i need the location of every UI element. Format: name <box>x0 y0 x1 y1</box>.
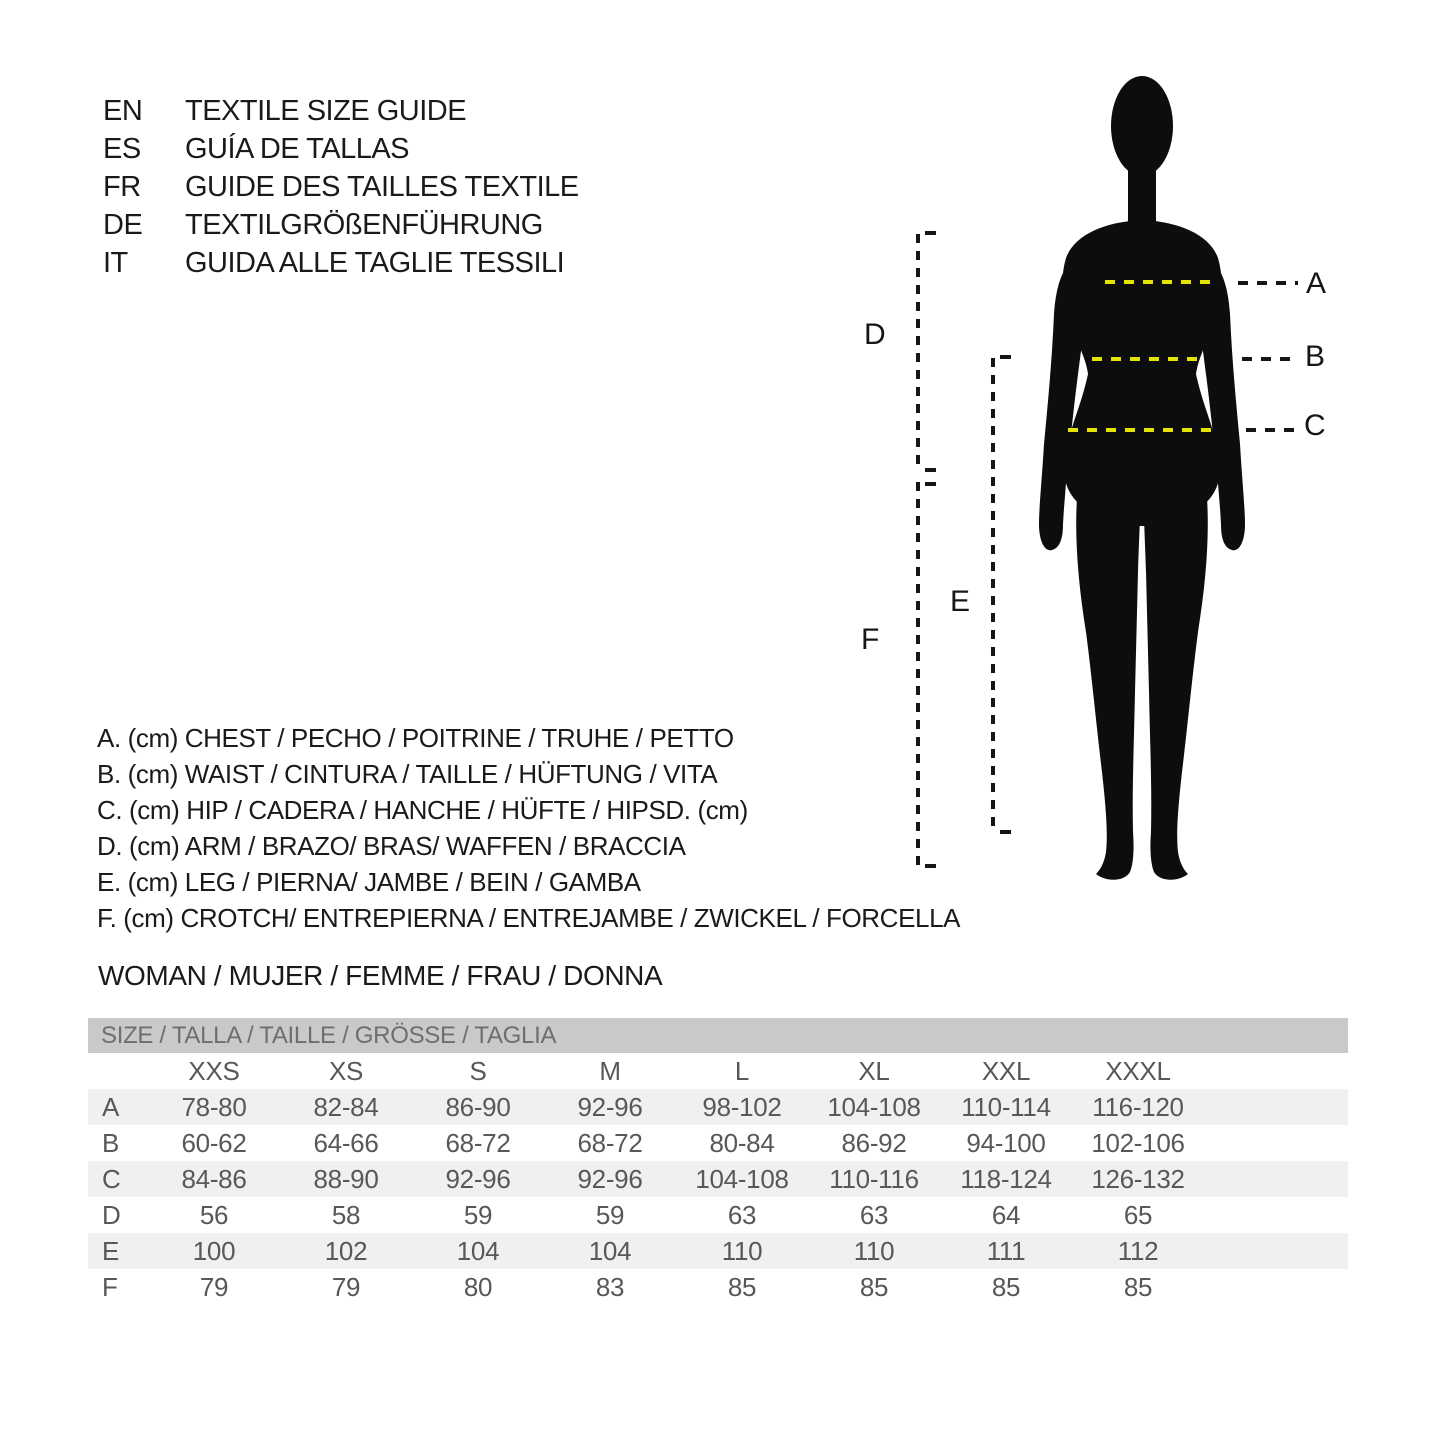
chest-leader-line <box>1238 281 1298 285</box>
arm-measure-line <box>916 234 920 472</box>
guide-title: TEXTILE SIZE GUIDE <box>185 94 467 127</box>
marker-b: B <box>1305 340 1325 373</box>
cell: 65 <box>1123 1199 1153 1230</box>
cell: 102-106 <box>1091 1127 1185 1158</box>
legend-item-hip: C. (cm) HIP / CADERA / HANCHE / HÜFTE / HIPSD. (cm) <box>97 794 748 825</box>
cell: 102 <box>324 1235 368 1266</box>
cell: 104 <box>588 1235 632 1266</box>
cell: 79 <box>331 1271 361 1302</box>
cell: 68-72 <box>577 1127 643 1158</box>
silhouette-right-leg <box>1144 468 1208 880</box>
cell: 86-92 <box>841 1127 907 1158</box>
row-label: B <box>102 1127 120 1158</box>
language-code: EN <box>103 94 143 127</box>
hip-measure-line <box>1068 428 1218 432</box>
woman-silhouette <box>1022 72 1262 882</box>
language-code: DE <box>103 208 143 241</box>
measurement-legend <box>97 720 960 936</box>
table-row-crotch <box>88 1269 1348 1305</box>
size-col-xxl: XXL <box>981 1055 1031 1086</box>
hip-leader-line <box>1246 428 1298 432</box>
cell: 104-108 <box>695 1163 789 1194</box>
cell: 92-96 <box>577 1163 643 1194</box>
cell: 58 <box>331 1199 361 1230</box>
legend-item-arm: D. (cm) ARM / BRAZO/ BRAS/ WAFFEN / BRACCIA <box>97 830 686 861</box>
cell: 112 <box>1117 1235 1159 1266</box>
crotch-line-top-tick <box>925 482 936 486</box>
size-col-s: S <box>469 1055 487 1086</box>
leg-line-top-tick <box>1000 355 1011 359</box>
cell: 80 <box>463 1271 493 1302</box>
legend-item-crotch: F. (cm) CROTCH/ ENTREPIERNA / ENTREJAMBE / ZWICKEL / FORCELLA <box>97 902 961 933</box>
size-header-row <box>88 1053 1348 1089</box>
cell: 85 <box>859 1271 889 1302</box>
cell: 111 <box>986 1235 1026 1266</box>
cell: 92-96 <box>577 1091 643 1122</box>
size-col-xl: XL <box>858 1055 890 1086</box>
cell: 86-90 <box>445 1091 511 1122</box>
cell: 88-90 <box>313 1163 379 1194</box>
cell: 59 <box>463 1199 493 1230</box>
table-row-chest <box>88 1089 1348 1125</box>
size-col-xxxl: XXXL <box>1105 1055 1171 1086</box>
cell: 63 <box>859 1199 889 1230</box>
cell: 80-84 <box>709 1127 775 1158</box>
cell: 64-66 <box>313 1127 379 1158</box>
table-row-hip <box>88 1161 1348 1197</box>
cell: 60-62 <box>181 1127 247 1158</box>
leg-measure-line <box>991 358 995 833</box>
audience-label: WOMAN / MUJER / FEMME / FRAU / DONNA <box>98 960 663 991</box>
marker-d: D <box>864 318 886 351</box>
cell: 118-124 <box>960 1163 1052 1194</box>
silhouette-left-leg <box>1076 468 1140 880</box>
marker-e: E <box>950 585 970 618</box>
size-col-xs: XS <box>328 1055 364 1086</box>
cell: 116-120 <box>1092 1091 1184 1122</box>
arm-line-bottom-tick <box>925 468 936 472</box>
cell: 94-100 <box>966 1127 1046 1158</box>
size-col-l: L <box>734 1055 750 1086</box>
cell: 110 <box>853 1235 895 1266</box>
cell: 100 <box>192 1235 236 1266</box>
legend-item-chest: A. (cm) CHEST / PECHO / POITRINE / TRUHE / PETTO <box>97 722 734 753</box>
language-code: ES <box>103 132 141 165</box>
size-col-xxs: XXS <box>188 1055 240 1086</box>
cell: 85 <box>991 1271 1021 1302</box>
cell: 85 <box>1123 1271 1153 1302</box>
waist-leader-line <box>1242 357 1298 361</box>
marker-c: C <box>1304 409 1326 442</box>
waist-measure-line <box>1092 357 1198 361</box>
size-col-m: M <box>599 1055 621 1086</box>
cell: 104-108 <box>827 1091 921 1122</box>
cell: 56 <box>199 1199 229 1230</box>
cell: 110-114 <box>961 1091 1051 1122</box>
cell: 126-132 <box>1091 1163 1185 1194</box>
chest-measure-line <box>1105 280 1213 284</box>
marker-f: F <box>861 623 879 656</box>
size-table <box>88 1018 1348 1305</box>
row-label: C <box>102 1163 121 1194</box>
cell: 84-86 <box>181 1163 247 1194</box>
guide-title: GUÍA DE TALLAS <box>185 132 410 165</box>
size-header-spacer <box>88 1053 148 1089</box>
legend-item-waist: B. (cm) WAIST / CINTURA / TAILLE / HÜFTUNG / VITA <box>97 758 718 789</box>
cell: 98-102 <box>702 1091 782 1122</box>
row-label: D <box>102 1199 121 1230</box>
table-row-arm <box>88 1197 1348 1233</box>
table-row-leg <box>88 1233 1348 1269</box>
marker-a: A <box>1306 267 1326 300</box>
cell: 63 <box>727 1199 757 1230</box>
language-code: IT <box>103 246 128 279</box>
guide-title: TEXTILGRÖßENFÜHRUNG <box>185 208 543 241</box>
cell: 83 <box>595 1271 625 1302</box>
legend-item-leg: E. (cm) LEG / PIERNA/ JAMBE / BEIN / GAMBA <box>97 866 641 897</box>
guide-title: GUIDA ALLE TAGLIE TESSILI <box>185 246 565 279</box>
cell: 104 <box>456 1235 500 1266</box>
guide-title: GUIDE DES TAILLES TEXTILE <box>185 170 579 203</box>
cell: 64 <box>991 1199 1021 1230</box>
cell: 78-80 <box>181 1091 247 1122</box>
table-row-waist <box>88 1125 1348 1161</box>
cell: 82-84 <box>313 1091 379 1122</box>
cell: 85 <box>727 1271 757 1302</box>
cell: 68-72 <box>445 1127 511 1158</box>
cell: 110 <box>721 1235 763 1266</box>
arm-line-top-tick <box>925 231 936 235</box>
size-table-header: SIZE / TALLA / TAILLE / GRÖSSE / TAGLIA <box>88 1018 1348 1053</box>
language-code: FR <box>103 170 141 203</box>
cell: 59 <box>595 1199 625 1230</box>
cell: 79 <box>199 1271 229 1302</box>
row-label: A <box>102 1091 120 1122</box>
cell: 110-116 <box>829 1163 919 1194</box>
row-label: E <box>102 1235 120 1266</box>
row-label: F <box>102 1271 118 1302</box>
cell: 92-96 <box>445 1163 511 1194</box>
leg-line-bottom-tick <box>1000 830 1011 834</box>
